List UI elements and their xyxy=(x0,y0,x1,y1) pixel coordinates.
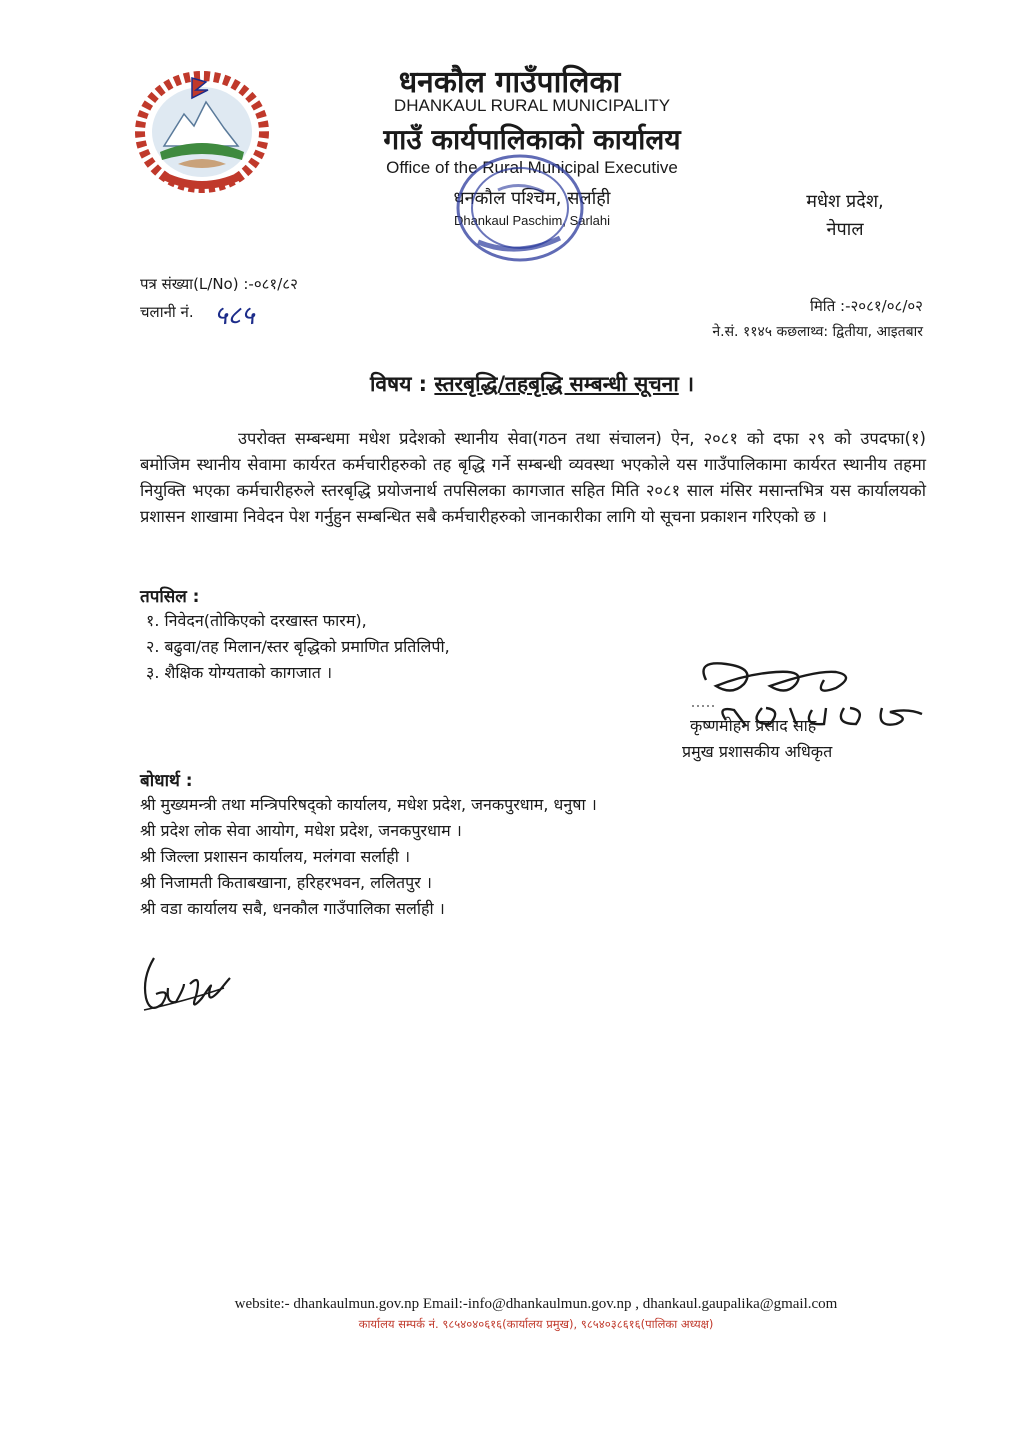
office-stamp-icon xyxy=(448,150,598,265)
subject-label: विषय : xyxy=(369,372,428,396)
office-name-en: Office of the Rural Municipal Executive xyxy=(386,158,678,177)
list-item: श्री जिल्ला प्रशासन कार्यालय, मलंगवा सर्लाही । xyxy=(140,847,411,866)
country-line: नेपाल xyxy=(826,219,864,240)
notice-body xyxy=(140,426,926,530)
province-address xyxy=(790,188,900,244)
list-item: १. निवेदन(तोकिएको दरखास्त फारम), xyxy=(146,611,367,630)
footer-phone: कार्यालय सम्पर्क नं. ९८५४०४०६१६(कार्यालय प्रमुख), ९८५४०३८६१६(पालिका अध्यक्ष) xyxy=(358,1317,714,1331)
address-np: धनकौल पश्चिम, सर्लाही xyxy=(453,188,611,209)
dispatch-label: चलानी नं. xyxy=(140,303,194,321)
footer-contact: website:- dhankaulmun.gov.np Email:-info@dhankaulmun.gov.np , dhankaul.gaupalika@gmail.com xyxy=(234,1296,838,1312)
signatory-name: कृष्णमोहन प्रसाद साह xyxy=(690,716,817,735)
list-item: २. बढुवा/तह मिलान/स्तर बृद्धिको प्रमाणित प्रतिलिपी, xyxy=(146,637,450,656)
province-line: मधेश प्रदेश, xyxy=(806,191,884,212)
list-item: ३. शैक्षिक योग्यताको कागजात । xyxy=(146,663,333,682)
list-item: श्री निजामती किताबखाना, हरिहरभवन, ललितपुर । xyxy=(140,873,432,892)
bodhartha-heading: बोधार्थ : xyxy=(140,771,193,791)
subject-line xyxy=(0,370,1019,398)
body-paragraph: उपरोक्त सम्बन्धमा मधेश प्रदेशको स्थानीय सेवा(गठन तथा संचालन) ऐन, २०८१ को दफा २९ को उपदफा(१) बमोजिम स्थानीय सेवामा कार्यरत कर्मचारीहरुको तह बृद्धि गर्ने सम्बन्धी व्यवस्था भएकोले यस गाउँपालिकामा कार्यरत स्थानीय तहमा नियुक्ति भएका कर्मचारीहरुले स्तरबृद्धि प्रयोजनार्थ तपसिलका कागजात सहित मिति २०८१ साल मंसिर मसान्तभित्र यस कार्यालयको प्रशासन शाखामा निवेदन पेश गर्नुहुन सम्बन्धित सबै कर्मचारीहरुको जानकारीका लागि यो सूचना प्रकाशन गरिएको छ । xyxy=(140,429,926,526)
list-item: श्री वडा कार्यालय सबै, धनकौल गाउँपालिका सर्लाही । xyxy=(140,899,445,918)
list-item: श्री मुख्यमन्त्री तथा मन्त्रिपरिषद्को कार्यालय, मधेश प्रदेश, जनकपुरधाम, धनुषा । xyxy=(140,795,597,814)
initials-signature-icon xyxy=(132,948,242,1028)
signatory-designation: प्रमुख प्रशासकीय अधिकृत xyxy=(682,742,833,761)
municipality-name-np: धनकौल गाउँपालिका xyxy=(398,65,621,100)
tapasil-list xyxy=(146,608,450,686)
list-item: श्री प्रदेश लोक सेवा आयोग, मधेश प्रदेश, जनकपुरधाम । xyxy=(140,821,462,840)
nepal-sambat-date: ने.सं. ११४५ कछलाथ्व: द्वितीया, आइतबार xyxy=(712,324,923,340)
tapasil-heading: तपसिल : xyxy=(140,587,200,607)
letter-date: मिति :-२०८१/०८/०२ xyxy=(809,297,923,315)
bodhartha-list xyxy=(140,792,597,922)
subject-end: । xyxy=(686,372,695,396)
letter-number: पत्र संख्या(L/No) :-०८१/८२ xyxy=(140,275,298,293)
municipality-name-en: DHANKAUL RURAL MUNICIPALITY xyxy=(393,96,671,115)
subject-text: स्तरबृद्धि/तहबृद्धि सम्बन्धी सूचना xyxy=(434,372,679,396)
address-en: Dhankaul Paschim, Sarlahi xyxy=(453,213,611,228)
office-name-np: गाउँ कार्यपालिकाको कार्यालय xyxy=(383,123,681,156)
dispatch-number: ५८५ xyxy=(214,301,255,331)
